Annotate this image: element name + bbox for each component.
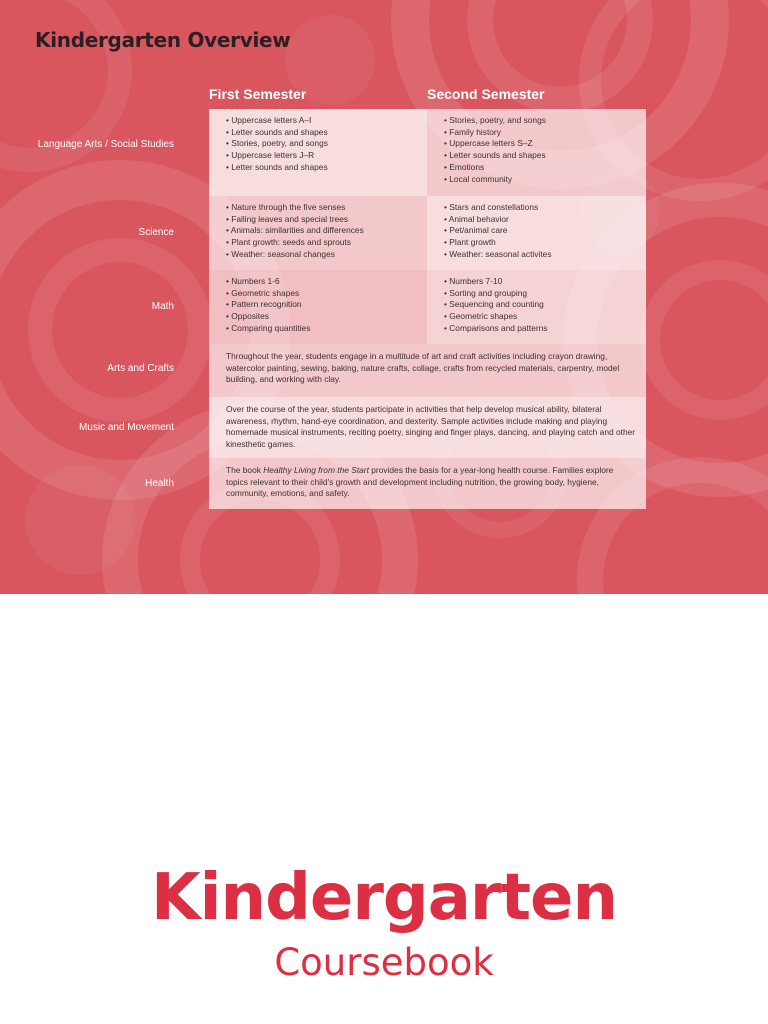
row-label-science: Science	[138, 227, 174, 238]
list-item: • Stars and constellations	[444, 202, 539, 212]
list-item: • Numbers 7-10	[444, 276, 503, 286]
cell-music-text: Over the course of the year, students participate in activities that help develop musical ability, bilateral awareness, rhythm, hand-eye coordination, and dexterity. Sample activities include making and playing homemade musical instruments, reciting poetry, singing and finger plays, dancing, and playing catch and other kinesthetic games.	[209, 397, 646, 458]
cell-science-second	[427, 196, 646, 270]
row-label-math: Math	[151, 301, 174, 312]
list-item: • Family history	[444, 126, 501, 137]
row-label-health: Health	[145, 478, 174, 489]
cell-science-first	[209, 196, 427, 270]
list-item: • Geometric shapes	[226, 287, 300, 298]
list-item: • Letter sounds and shapes	[444, 150, 546, 161]
list-item: • Geometric shapes	[444, 311, 518, 322]
list-item: • Pattern recognition	[226, 299, 302, 310]
row-label-arts-and-crafts: Arts and Crafts	[107, 363, 174, 374]
list-item: • Weather: seasonal changes	[226, 248, 335, 259]
curriculum-table	[209, 109, 646, 509]
list-item: • Animal behavior	[444, 213, 509, 224]
cell-math-second	[427, 270, 646, 344]
list-item: • Uppercase letters J–R	[226, 150, 315, 161]
list-item: • Falling leaves and special trees	[226, 213, 349, 224]
row-label-music-and-movement: Music and Movement	[78, 422, 174, 433]
list-item: • Letter sounds and shapes	[226, 161, 328, 172]
cell-math-first	[209, 270, 427, 344]
list-item: • Pet/animal care	[444, 225, 508, 236]
cell-language-second	[427, 109, 646, 196]
list-item: • Uppercase letters A–I	[226, 115, 312, 125]
health-book-title: Healthy Living from the Start	[263, 465, 369, 475]
cell-arts-text: Throughout the year, students engage in a multitude of art and craft activities including crayon drawing, watercolor painting, sewing, baking, nature crafts, collage, crafts from recycled materials, carpentry, model building, and working with clay.	[209, 344, 646, 397]
brand-logo	[0, 862, 768, 986]
list-item: • Weather: seasonal activites	[444, 248, 552, 259]
table-row-science	[209, 196, 646, 270]
list-item: • Comparisons and patterns	[444, 322, 548, 333]
table-row-arts-and-crafts	[209, 344, 646, 397]
table-row-music-and-movement	[209, 397, 646, 458]
page-title: Kindergarten Overview	[35, 28, 291, 52]
table-row-math	[209, 270, 646, 344]
list-item: • Opposites	[226, 311, 269, 322]
health-text-after: provides the basis for a year-long health course. Families explore topics relevant to their child's growth and development including nutrition, the growing body, hygiene, community, emotions, and safety.	[226, 465, 614, 499]
list-item: • Uppercase letters S–Z	[444, 138, 533, 149]
list-item: • Plant growth	[444, 237, 496, 248]
list-item: • Sequencing and counting	[444, 299, 544, 310]
list-item: • Local community	[444, 173, 513, 184]
list-item: • Numbers 1-6	[226, 276, 280, 286]
list-item: • Stories, poetry, and songs	[444, 115, 546, 125]
second-semester-heading: Second Semester	[427, 86, 545, 102]
first-semester-heading: First Semester	[209, 86, 307, 102]
list-item: • Animals: similarities and differences	[226, 225, 364, 236]
list-item: • Comparing quantities	[226, 322, 311, 333]
brand-subtitle: Coursebook	[274, 941, 494, 984]
list-item: • Emotions	[444, 161, 485, 172]
list-item: • Sorting and grouping	[444, 287, 528, 298]
list-item: • Nature through the five senses	[226, 202, 346, 212]
table-row-language-arts	[209, 109, 646, 196]
list-item: • Letter sounds and shapes	[226, 126, 328, 137]
list-item: • Plant growth: seeds and sprouts	[226, 237, 351, 248]
row-label-language-arts: Language Arts / Social Studies	[37, 139, 174, 150]
health-text-before: The book	[226, 465, 264, 475]
cell-health-text	[209, 458, 646, 509]
cell-language-first	[209, 109, 427, 196]
table-row-health	[209, 458, 646, 509]
list-item: • Stories, poetry, and songs	[226, 138, 328, 149]
brand-title: Kindergarten	[151, 861, 617, 935]
